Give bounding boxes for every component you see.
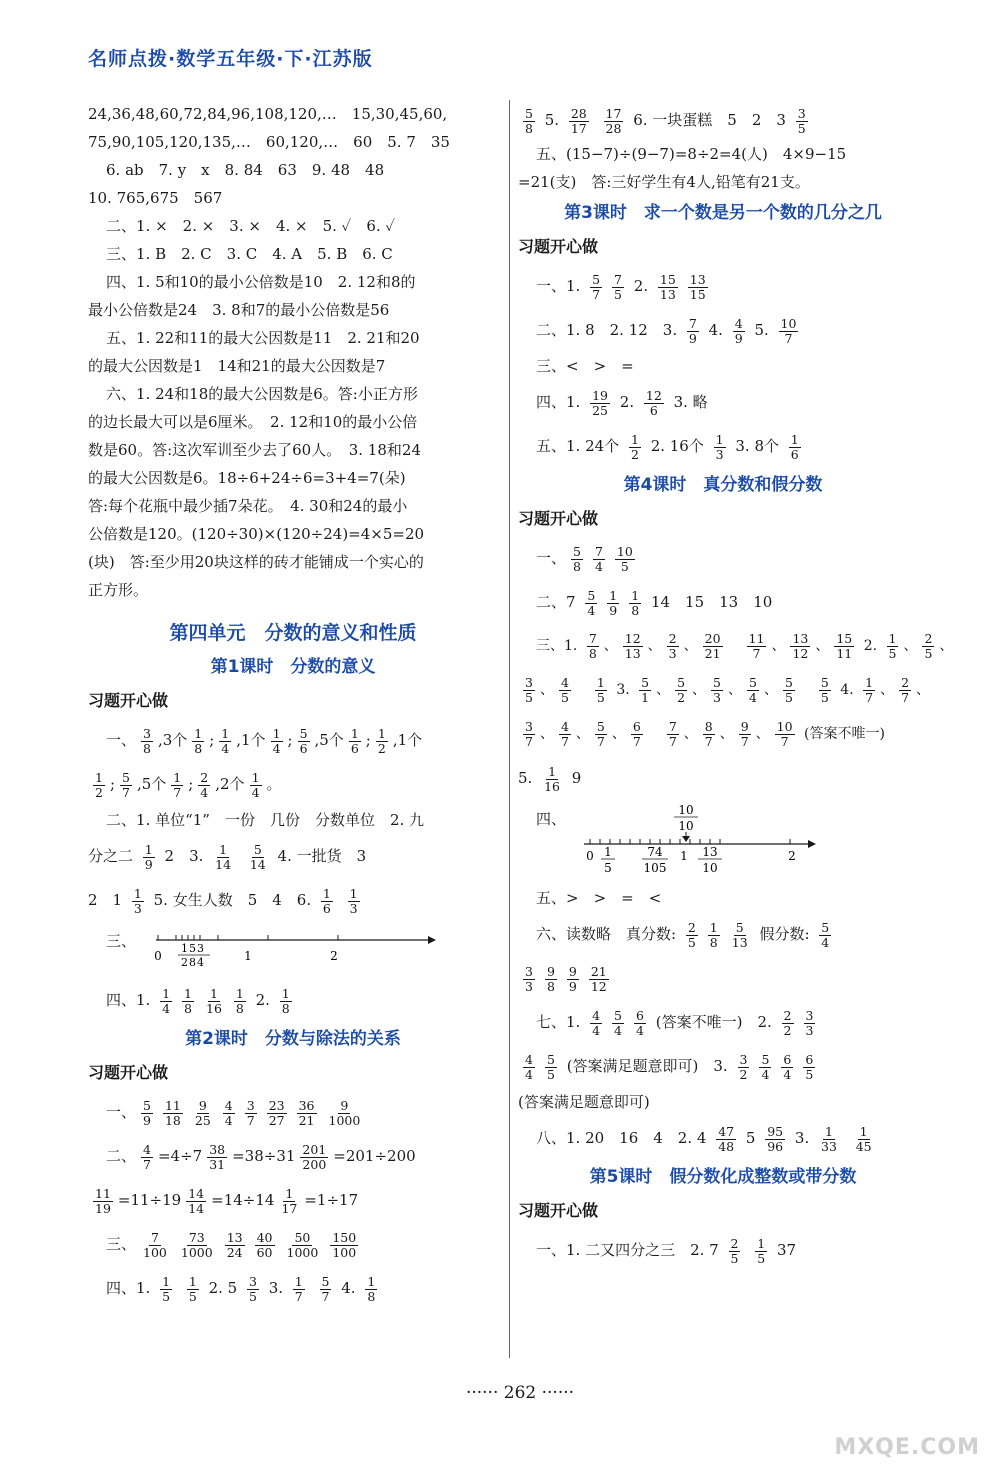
fraction: $\frac{1}{5}$ [888, 630, 897, 661]
fraction-line: $\frac{4}{4}$ $\frac{5}{5}$ (答案满足题意即可) 3. $\frac{3}{2}$ $\frac{5}{4}$ $\frac{6}{4}$ $\frac{6}{5}$ [518, 1044, 928, 1088]
fraction-line: 七、1. $\frac{4}{4}$ $\frac{5}{4}$ $\frac{6}{4}$ (答案不唯一) 2. $\frac{2}{2}$ $\frac{3}{3}$ [518, 1000, 928, 1044]
fraction: $\frac{3}{5}$ [797, 105, 806, 136]
fraction: $\frac{1}{3}$ [349, 885, 358, 916]
text-line: 五、(15−7)÷(9−7)=8÷2=4(人) 4×9−15 [536, 145, 847, 163]
fraction: $\frac{47}{48}$ [718, 1123, 735, 1154]
fraction: $\frac{5}{8}$ [573, 543, 581, 574]
svg-text:105: 105 [643, 861, 667, 875]
fraction-line: 八、1. 20 16 4 2. 4 $\frac{47}{48}$ 5 $\frac{95}{96}$ 3. $\frac{1}{33}$ $\frac{1}{45}$ [536, 1123, 872, 1154]
fraction: $\frac{3}{5}$ [248, 1273, 257, 1304]
fraction-line: 一、 $\frac{5}{9}$ $\frac{11}{18}$ $\frac{9}{25}$ $\frac{4}{4}$ $\frac{3}{7}$ $\frac{23}{27}$ $\frac{36}{21}$ $\frac{9}{1000}$ [88, 1090, 498, 1134]
fraction: $\frac{11}{7}$ [748, 630, 765, 661]
lesson-title: 第5课时 假分数化成整数或带分数 [589, 1167, 857, 1187]
text-line: 75,90,105,120,135,… 60,120,… 60 5. 7 35 [88, 133, 450, 151]
fraction: $\frac{5}{5}$ [546, 1051, 555, 1082]
fraction-group: $\frac{5}{1}$ 、 $\frac{5}{2}$ 、 $\frac{5}{3}$ 、 $\frac{5}{4}$ 、 $\frac{5}{5}$ $\frac{5}{5}$ [641, 674, 829, 705]
fraction-line: 一、 $\frac{3}{8}$ ,3个 $\frac{1}{8}$ ; $\frac{1}{4}$ ,1个 $\frac{1}{4}$ ; $\frac{5}{6}$ ,5个 $\frac{1}{6}$ ; $\frac{1}{2}$ ,1个 [106, 725, 423, 756]
text-line: 6. ab 7. y x 8. 84 63 9. 48 48 [106, 161, 385, 179]
practice-heading: 习题开心做 [88, 691, 169, 710]
fraction: $\frac{1}{7}$ [865, 674, 874, 705]
text-line: 的边长最大可以是6厘米。 2. 12和10的最小公倍 [88, 413, 418, 431]
fraction: $\frac{50}{1000}$ [286, 1229, 319, 1260]
fraction-line: 四、1. $\frac{1}{4}$ $\frac{1}{8}$ $\frac{1}{16}$ $\frac{1}{8}$ 2. $\frac{1}{8}$ [106, 985, 290, 1016]
fraction: $\frac{1}{5}$ [162, 1273, 171, 1304]
fraction: $\frac{1}{4}$ [162, 985, 171, 1016]
fraction: $\frac{5}{13}$ [731, 919, 748, 950]
fraction: $\frac{2}{5}$ [924, 630, 933, 661]
fraction-group: $\frac{3}{7}$ 、 $\frac{4}{7}$ 、 $\frac{5}{7}$ 、 $\frac{6}{7}$ $\frac{7}{7}$ 、 $\frac{8}{7}$ 、 $\frac{9}{7}$ 、 $\frac{10}{7}$ [525, 718, 793, 749]
fraction-line: 5. $\frac{1}{16}$ 9 [518, 763, 582, 794]
tick-zero: 0 [154, 949, 162, 963]
lesson-title: 第1课时 分数的意义 [210, 657, 376, 677]
fraction: $\frac{5}{6}$ [299, 725, 308, 756]
practice-heading: 习题开心做 [88, 1063, 169, 1082]
fraction: $\frac{8}{7}$ [704, 718, 713, 749]
fraction: $\frac{201}{200}$ [302, 1141, 327, 1172]
fraction: $\frac{14}{14}$ [188, 1185, 205, 1216]
fraction: $\frac{38}{31}$ [209, 1141, 226, 1172]
column-divider [509, 100, 510, 1358]
fraction: $\frac{1}{16}$ [544, 763, 560, 794]
fraction-group: $\frac{1}{7}$ 、 $\frac{2}{7}$ 、 [865, 674, 931, 705]
fraction: $\frac{1}{14}$ [215, 841, 232, 872]
lesson-title: 第2课时 分数与除法的关系 [185, 1029, 401, 1049]
fraction-line: $\frac{5}{8}$ 5. $\frac{28}{17}$ $\frac{17}{28}$ 6. 一块蛋糕 5 2 3 $\frac{3}{5}$ [525, 105, 806, 136]
page-header: 名师点拨·数学五年级·下·江苏版 [88, 48, 373, 70]
lesson-title: 第3课时 求一个数是另一个数的几分之几 [564, 203, 882, 223]
fraction: $\frac{4}{4}$ [224, 1097, 233, 1128]
fraction: $\frac{1}{8}$ [367, 1273, 376, 1304]
fraction: $\frac{73}{1000}$ [180, 1229, 213, 1260]
fraction: $\frac{5}{4}$ [614, 1007, 622, 1038]
fraction: $\frac{12}{13}$ [624, 630, 641, 661]
fraction: $\frac{1}{4}$ [272, 725, 281, 756]
fraction: $\frac{1}{16}$ [206, 985, 222, 1016]
text-line: 二、1. × 2. × 3. × 4. × 5. ✓ 6. ✓ [106, 217, 396, 235]
text-line: =21(支) 答:三好学生有4人,铅笔有21支。 [518, 173, 810, 191]
fraction: $\frac{2}{2}$ [783, 1007, 792, 1038]
number-line-block: 三、 0 153 284 1 2 [88, 922, 498, 978]
fraction: $\frac{3}{3}$ [805, 1007, 814, 1038]
fraction-line: $\frac{3}{7}$ 、 $\frac{4}{7}$ 、 $\frac{5}{7}$ 、 $\frac{6}{7}$ $\frac{7}{7}$ 、 $\frac{8}{7}$ 、 $\frac{9}{7}$ 、 $\frac{10}{7}$ (答案不唯一) [518, 712, 928, 756]
fraction: $\frac{10}{5}$ [616, 543, 633, 574]
fraction: $\frac{11}{19}$ [95, 1185, 111, 1216]
fraction: $\frac{5}{7}$ [321, 1273, 330, 1304]
number-line [570, 800, 890, 884]
fraction-line: 四、1. $\frac{19}{25}$ 2. $\frac{12}{6}$ 3. 略 [536, 387, 708, 418]
fraction: $\frac{21}{12}$ [590, 963, 607, 994]
fraction: $\frac{2}{5}$ [730, 1235, 739, 1266]
text-line: 正方形。 [88, 581, 149, 599]
fraction-line: 四、1. $\frac{1}{5}$ $\frac{1}{5}$ 2. 5 $\frac{3}{5}$ 3. $\frac{1}{7}$ $\frac{5}{7}$ 4. $\frac{1}{8}$ [106, 1273, 376, 1304]
fraction-group [814, 919, 836, 950]
fraction: $\frac{1}{45}$ [855, 1123, 872, 1154]
fraction: $\frac{1}{6}$ [322, 885, 331, 916]
fraction: $\frac{2}{4}$ [200, 769, 209, 800]
fraction: $\frac{1}{3}$ [133, 885, 142, 916]
fraction: $\frac{1}{6}$ [790, 431, 799, 462]
fraction: $\frac{5}{7}$ [596, 718, 605, 749]
unit-title: 第四单元 分数的意义和性质 [169, 622, 417, 644]
fraction: $\frac{3}{7}$ [525, 718, 533, 749]
fraction-line [518, 956, 928, 1000]
watermark: MXQE.COM [834, 1435, 980, 1460]
page-number: ······ 262 ······ [465, 1383, 575, 1403]
fraction: $\frac{5}{4}$ [821, 919, 830, 950]
fraction: $\frac{1}{2}$ [95, 769, 103, 800]
fraction: $\frac{5}{9}$ [143, 1097, 151, 1128]
fraction-group [136, 1097, 367, 1128]
fraction: $\frac{23}{27}$ [268, 1097, 285, 1128]
fraction: $\frac{1}{5}$ [188, 1273, 197, 1304]
fraction: $\frac{6}{4}$ [783, 1051, 792, 1082]
fraction: $\frac{40}{60}$ [256, 1229, 273, 1260]
fraction-group: $\frac{3}{8}$ ,3个 $\frac{1}{8}$ ; $\frac{1}{4}$ ,1个 $\frac{1}{4}$ ; $\frac{5}{6}$ ,5个 $\frac{1}{6}$ ; $\frac{1}{2}$ ,1个 [143, 725, 423, 756]
text-line: 10. 765,675 567 [88, 189, 223, 207]
fraction: $\frac{5}{7}$ [122, 769, 130, 800]
fraction: $\frac{19}{25}$ [592, 387, 608, 418]
text-line: 六、1. 24和18的最大公因数是6。答:小正方形 [106, 385, 418, 403]
fraction-group [518, 963, 614, 994]
svg-text:1: 1 [604, 845, 612, 859]
fraction-group [585, 1007, 651, 1038]
fraction: $\frac{5}{3}$ [713, 674, 721, 705]
fraction: $\frac{1}{3}$ [715, 431, 724, 462]
fraction: $\frac{4}{7}$ [560, 718, 569, 749]
fraction: $\frac{3}{3}$ [525, 963, 533, 994]
fraction-group: $\frac{11}{19}$ =11÷19 $\frac{14}{14}$ =14÷14 $\frac{1}{17}$ =1÷17 [95, 1185, 359, 1216]
fraction-group [777, 1007, 821, 1038]
fraction: $\frac{13}{12}$ [792, 630, 809, 661]
fraction: $\frac{2}{5}$ [687, 919, 696, 950]
tick-one: 1 [244, 949, 252, 963]
fraction: $\frac{7}{7}$ [668, 718, 677, 749]
fraction-group [733, 1051, 821, 1082]
fraction-line [88, 1178, 498, 1222]
fraction: $\frac{7}{8}$ [588, 630, 597, 661]
fraction-group [518, 1051, 562, 1082]
fraction-group: $\frac{4}{7}$ =4÷7 $\frac{38}{31}$ =38÷31 $\frac{201}{200}$ =201÷200 [143, 1141, 416, 1172]
left-column [88, 100, 498, 1310]
tick-zero: 0 [586, 849, 594, 863]
fraction: $\frac{6}{7}$ [632, 718, 641, 749]
fraction-line: 三、 $\frac{7}{100}$ $\frac{73}{1000}$ $\frac{13}{24}$ $\frac{40}{60}$ $\frac{50}{1000}$ $\frac{150}{100}$ [88, 1222, 498, 1266]
fraction: $\frac{1}{5}$ [596, 674, 605, 705]
fraction: $\frac{1}{9}$ [144, 841, 153, 872]
practice-heading: 习题开心做 [518, 237, 599, 256]
fraction: $\frac{9}{25}$ [194, 1097, 211, 1128]
fraction: $\frac{10}{7}$ [776, 718, 793, 749]
fraction: $\frac{36}{21}$ [298, 1097, 315, 1128]
fraction: $\frac{1}{8}$ [184, 985, 192, 1016]
fraction: $\frac{5}{14}$ [249, 841, 266, 872]
fraction: $\frac{1}{8}$ [281, 985, 290, 1016]
fraction: $\frac{95}{96}$ [767, 1123, 784, 1154]
fraction: $\frac{1}{6}$ [350, 725, 359, 756]
fraction: $\frac{1}{17}$ [281, 1185, 298, 1216]
lesson-title: 第4课时 真分数和假分数 [623, 475, 823, 495]
fraction: $\frac{6}{5}$ [805, 1051, 814, 1082]
fraction: $\frac{5}{1}$ [641, 674, 650, 705]
fraction: $\frac{1}{5}$ [757, 1235, 766, 1266]
text-line: 数是60。答:这次军训至少去了60人。 3. 18和24 [88, 441, 421, 459]
fraction: $\frac{5}{8}$ [525, 105, 533, 136]
fraction: $\frac{3}{5}$ [525, 674, 533, 705]
number-line [138, 922, 438, 978]
fraction: $\frac{1}{8}$ [631, 587, 640, 618]
fraction: $\frac{1}{8}$ [235, 985, 244, 1016]
fraction: $\frac{3}{2}$ [739, 1051, 748, 1082]
fraction-group: $\frac{7}{8}$ 、 $\frac{12}{13}$ 、 $\frac{2}{3}$ 、 $\frac{20}{21}$ $\frac{11}{7}$ 、 $\frac{13}{12}$ 、 $\frac{15}{11}$ [588, 630, 853, 661]
fraction-line: 2 1 $\frac{1}{3}$ 5. 女生人数 5 4 6. $\frac{1}{6}$ $\frac{1}{3}$ [88, 885, 358, 916]
svg-text:13: 13 [702, 845, 718, 859]
fraction: $\frac{9}{9}$ [568, 963, 577, 994]
svg-text:10: 10 [678, 803, 694, 817]
fraction: $\frac{1}{8}$ [194, 725, 203, 756]
fraction: $\frac{7}{5}$ [614, 271, 622, 302]
svg-text:10: 10 [702, 861, 718, 875]
fraction-group [653, 271, 713, 302]
fraction: $\frac{7}{100}$ [143, 1229, 167, 1260]
fraction: $\frac{13}{15}$ [689, 271, 706, 302]
fraction: $\frac{1}{9}$ [609, 587, 618, 618]
text-line: 最小公倍数是24 3. 8和7的最小公倍数是56 [88, 301, 390, 319]
text-line: 四、1. 5和10的最小公倍数是10 2. 12和8的 [106, 273, 416, 291]
practice-heading: 习题开心做 [518, 509, 599, 528]
fraction: $\frac{4}{7}$ [143, 1141, 151, 1172]
fraction: $\frac{4}{9}$ [734, 315, 743, 346]
text-line: 24,36,48,60,72,84,96,108,120,… 15,30,45,60, [88, 105, 448, 123]
fraction-group [580, 587, 646, 618]
fraction: $\frac{9}{7}$ [740, 718, 749, 749]
fraction: $\frac{9}{8}$ [546, 963, 555, 994]
fraction-line: 三、1. $\frac{7}{8}$ 、 $\frac{12}{13}$ 、 $\frac{2}{3}$ 、 $\frac{20}{21}$ $\frac{11}{7}$ 、 $\frac{13}{12}$ 、 $\frac{15}{11}$ 2. $\frac{1}{5}$ 、 $\frac{2}{5}$ 、 [536, 630, 954, 661]
fraction: $\frac{3}{8}$ [143, 725, 151, 756]
text-line: 公倍数是120。(120÷30)×(120÷24)=4×5=20 [88, 525, 425, 543]
text-line: 三、< > = [536, 357, 634, 375]
fraction: $\frac{3}{7}$ [246, 1097, 255, 1128]
fraction-group [681, 919, 755, 950]
fraction-line: 二、7 $\frac{5}{4}$ $\frac{1}{9}$ $\frac{1}{8}$ 14 15 13 10 [536, 587, 773, 618]
text-line: 三、1. B 2. C 3. C 4. A 5. B 6. C [106, 245, 393, 263]
fraction: $\frac{1}{4}$ [251, 769, 260, 800]
text-line: (块) 答:至少用20块这样的砖才能铺成一个实心的 [88, 553, 424, 571]
fraction: $\frac{1}{4}$ [221, 725, 230, 756]
fraction-group [585, 271, 629, 302]
fraction: $\frac{5}{4}$ [748, 674, 757, 705]
tick-two: 2 [788, 849, 796, 863]
fraction: $\frac{4}{4}$ [525, 1051, 533, 1082]
tick-two: 2 [330, 949, 338, 963]
fraction: $\frac{2}{3}$ [668, 630, 677, 661]
right-column [518, 100, 954, 1272]
text-line: 的最大公因数是1 14和21的最大公因数是7 [88, 357, 386, 375]
fraction: $\frac{13}{24}$ [226, 1229, 243, 1260]
fraction-line: 六、读数略 真分数: $\frac{2}{5}$ $\frac{1}{8}$ $\frac{5}{13}$ 假分数: $\frac{5}{4}$ [518, 912, 928, 956]
fraction: $\frac{15}{13}$ [659, 271, 676, 302]
fraction: $\frac{7}{4}$ [594, 543, 603, 574]
fraction: $\frac{1}{7}$ [173, 769, 182, 800]
practice-heading: 习题开心做 [518, 1201, 599, 1220]
fraction-line: 分之二 $\frac{1}{9}$ 2 3. $\frac{1}{14}$ $\frac{5}{14}$ 4. 一批货 3 [88, 841, 367, 872]
number-line-block: 四、 10 10 0 1 5 74 105 1 13 10 2 [518, 800, 928, 884]
fraction: $\frac{1}{2}$ [377, 725, 386, 756]
fraction: $\frac{17}{28}$ [605, 105, 622, 136]
text-line: 的最大公因数是6。18÷6+24÷6=3+4=7(朵) [88, 469, 406, 487]
text-line: 五、1. 22和11的最大公因数是11 2. 21和20 [106, 329, 420, 347]
fraction-line: 五、1. 24个 $\frac{1}{2}$ 2. 16个 $\frac{1}{3}$ 3. 8个 $\frac{1}{6}$ [536, 431, 799, 462]
text-line: 答:每个花瓶中最少插7朵花。 4. 30和24的最小 [88, 497, 408, 515]
tick-one: 1 [680, 849, 688, 863]
fraction: $\frac{20}{21}$ [704, 630, 721, 661]
tick-numerators: 153 [181, 942, 205, 955]
fraction: $\frac{1}{2}$ [630, 431, 639, 462]
fraction: $\frac{5}{4}$ [761, 1051, 770, 1082]
fraction: $\frac{28}{17}$ [570, 105, 587, 136]
fraction: $\frac{5}{7}$ [592, 271, 601, 302]
fraction-line: 二、 $\frac{4}{7}$ =4÷7 $\frac{38}{31}$ =38÷31 $\frac{201}{200}$ =201÷200 [106, 1141, 416, 1172]
text-line: 五、> > = < [536, 889, 662, 907]
fraction-line: 一、 $\frac{5}{8}$ $\frac{7}{4}$ $\frac{10}{5}$ [518, 536, 928, 580]
fraction-group: $\frac{3}{5}$ 、 $\frac{4}{5}$ $\frac{1}{5}$ [525, 674, 605, 705]
fraction-group: $\frac{1}{5}$ 、 $\frac{2}{5}$ 、 [888, 630, 954, 661]
text-line: 二、1. 单位“1” 一份 几份 分数单位 2. 九 [106, 811, 425, 829]
fraction-line: 二、1. 8 2. 12 3. $\frac{7}{9}$ 4. $\frac{4}{9}$ 5. $\frac{10}{7}$ [536, 315, 797, 346]
fraction: $\frac{5}{4}$ [587, 587, 596, 618]
fraction: $\frac{5}{5}$ [820, 674, 829, 705]
fraction: $\frac{1}{8}$ [709, 919, 718, 950]
fraction: $\frac{11}{18}$ [164, 1097, 181, 1128]
fraction-line [88, 762, 498, 806]
svg-text:74: 74 [647, 845, 663, 859]
fraction: $\frac{1}{33}$ [821, 1123, 837, 1154]
fraction: $\frac{2}{7}$ [901, 674, 910, 705]
svg-text:10: 10 [678, 819, 694, 833]
fraction-line: $\frac{3}{5}$ 、 $\frac{4}{5}$ $\frac{1}{5}$ 3. $\frac{5}{1}$ 、 $\frac{5}{2}$ 、 $\frac{5}{3}$ 、 $\frac{5}{4}$ 、 $\frac{5}{5}$ $\frac{5}{5}$ 4. $\frac{1}{7}$ 、 $\frac{2}{7}$ 、 [518, 668, 928, 712]
fraction: $\frac{7}{9}$ [688, 315, 697, 346]
fraction-group: $\frac{1}{2}$ ; $\frac{5}{7}$ ,5个 $\frac{1}{7}$ ; $\frac{2}{4}$ ,2个 $\frac{1}{4}$ 。 [95, 769, 282, 800]
fraction: $\frac{10}{7}$ [780, 315, 797, 346]
fraction-line: 一、1. $\frac{5}{7}$ $\frac{7}{5}$ 2. $\frac{15}{13}$ $\frac{13}{15}$ [518, 264, 928, 308]
fraction: $\frac{4}{4}$ [592, 1007, 601, 1038]
fraction-line: 一、1. 二又四分之三 2. 7 $\frac{2}{5}$ $\frac{1}{5}$ 37 [536, 1235, 797, 1266]
fraction: $\frac{12}{6}$ [645, 387, 662, 418]
fraction-group [136, 1229, 363, 1260]
svg-text:5: 5 [604, 861, 612, 875]
fraction: $\frac{5}{2}$ [677, 674, 686, 705]
fraction: $\frac{6}{4}$ [636, 1007, 644, 1038]
fraction: $\frac{150}{100}$ [332, 1229, 357, 1260]
fraction: $\frac{4}{5}$ [560, 674, 569, 705]
fraction: $\frac{1}{7}$ [294, 1273, 303, 1304]
fraction: $\frac{15}{11}$ [836, 630, 853, 661]
tick-denominators: 284 [181, 956, 205, 969]
text-line: (答案满足题意即可) [518, 1093, 650, 1111]
fraction: $\frac{9}{1000}$ [328, 1097, 361, 1128]
fraction: $\frac{5}{5}$ [784, 674, 793, 705]
